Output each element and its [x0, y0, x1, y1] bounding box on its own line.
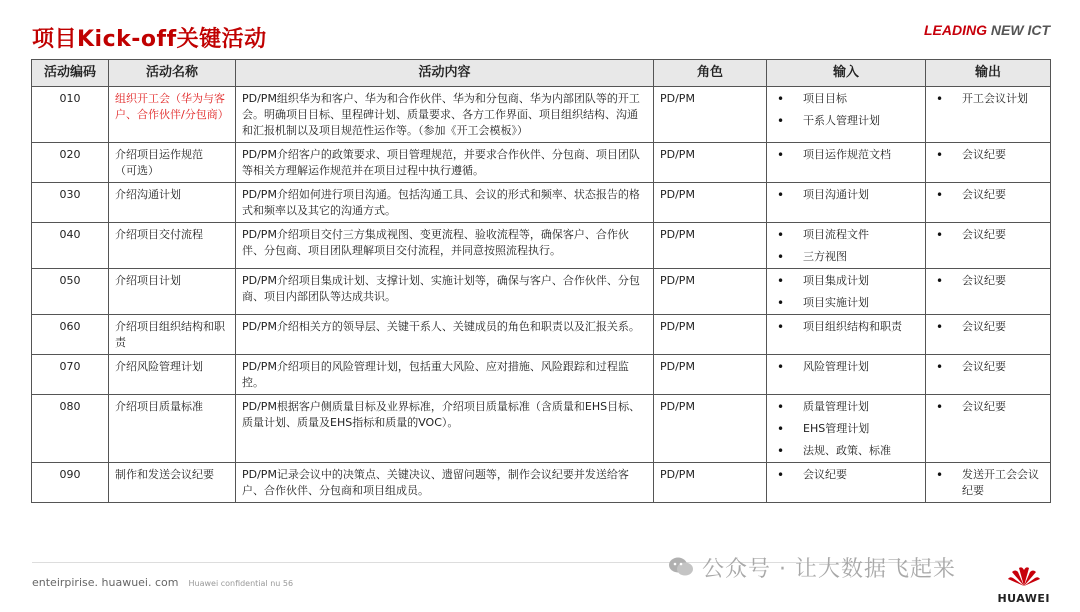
input-item: • EHS管理计划	[773, 421, 919, 437]
activity-name-cell: 介绍项目运作规范 （可选）	[109, 143, 236, 183]
activity-name-cell: 介绍沟通计划	[109, 183, 236, 223]
inputs-list	[773, 147, 919, 163]
output-item: • 会议纪要	[932, 147, 1044, 163]
column-header: 活动内容	[236, 60, 654, 87]
table-row	[32, 183, 1051, 223]
activity-name-cell: 介绍风险管理计划	[109, 355, 236, 395]
outputs-list	[932, 187, 1044, 203]
role-cell: PD/PM	[654, 269, 767, 315]
activity-name-cell: 介绍项目质量标准	[109, 395, 236, 463]
input-cell	[767, 183, 926, 223]
table-row	[32, 463, 1051, 503]
activity-code-cell: 010	[32, 87, 109, 143]
output-cell	[926, 223, 1051, 269]
role-cell: PD/PM	[654, 87, 767, 143]
role-cell: PD/PM	[654, 143, 767, 183]
outputs-list	[932, 359, 1044, 375]
activity-name-cell: 介绍项目组织结构和职责	[109, 315, 236, 355]
activity-content-cell: PD/PM介绍项目交付三方集成视图、变更流程、验收流程等，确保客户、合作伙伴、分包商、项目团队理解项目交付流程，并同意按照流程执行。	[236, 223, 654, 269]
output-item: • 会议纪要	[932, 399, 1044, 415]
activity-code-cell: 090	[32, 463, 109, 503]
activity-content-cell: PD/PM介绍客户的政策要求、项目管理规范，并要求合作伙伴、分包商、项目团队等相关方理解运作规范并在项目过程中执行遵循。	[236, 143, 654, 183]
footer-site: enteirpirise. huawuei. com	[32, 576, 179, 589]
huawei-flower-icon	[1007, 566, 1041, 588]
footer-confidential: Huawei confidential nu 56	[188, 579, 294, 588]
activity-name-cell: 组织开工会（华为与客户、合作伙伴/分包商）	[109, 87, 236, 143]
column-header: 角色	[654, 60, 767, 87]
column-header: 输出	[926, 60, 1051, 87]
input-item: • 项目组织结构和职责	[773, 319, 919, 335]
input-item: • 干系人管理计划	[773, 113, 919, 129]
output-item: • 会议纪要	[932, 319, 1044, 335]
activity-name-cell: 介绍项目交付流程	[109, 223, 236, 269]
brand-slogan-part2: NEW ICT	[987, 22, 1050, 38]
output-item: • 会议纪要	[932, 273, 1044, 289]
output-cell	[926, 269, 1051, 315]
input-item: • 三方视图	[773, 249, 919, 265]
table-row	[32, 355, 1051, 395]
input-item: • 项目集成计划	[773, 273, 919, 289]
input-item: • 项目沟通计划	[773, 187, 919, 203]
output-cell	[926, 87, 1051, 143]
outputs-list	[932, 227, 1044, 243]
input-item: • 项目流程文件	[773, 227, 919, 243]
inputs-list	[773, 187, 919, 203]
input-cell	[767, 143, 926, 183]
watermark-text: 公众号 · 让大数据飞起来	[702, 557, 956, 582]
huawei-logo	[997, 566, 1050, 605]
table-row	[32, 269, 1051, 315]
role-cell: PD/PM	[654, 183, 767, 223]
slide-title: 项目Kick-off关键活动	[32, 27, 267, 52]
input-item: • 法规、政策、标准	[773, 443, 919, 459]
activity-content-cell: PD/PM记录会议中的决策点、关键决议、遗留问题等，制作会议纪要并发送给客户、合作伙伴、分包商和项目组成员。	[236, 463, 654, 503]
outputs-list	[932, 91, 1044, 107]
output-item: • 会议纪要	[932, 187, 1044, 203]
wechat-icon	[668, 556, 694, 584]
role-cell: PD/PM	[654, 395, 767, 463]
inputs-list	[773, 273, 919, 311]
input-cell	[767, 87, 926, 143]
output-item: • 会议纪要	[932, 359, 1044, 375]
output-cell	[926, 463, 1051, 503]
output-cell	[926, 315, 1051, 355]
input-item: • 会议纪要	[773, 467, 919, 483]
column-header: 输入	[767, 60, 926, 87]
inputs-list	[773, 359, 919, 375]
output-item: • 发送开工会会议纪要	[932, 467, 1044, 499]
output-cell	[926, 183, 1051, 223]
activity-code-cell: 020	[32, 143, 109, 183]
output-item: • 会议纪要	[932, 227, 1044, 243]
input-item: • 项目目标	[773, 91, 919, 107]
brand-slogan	[924, 22, 1050, 38]
role-cell: PD/PM	[654, 355, 767, 395]
table-row	[32, 315, 1051, 355]
input-cell	[767, 463, 926, 503]
activity-content-cell: PD/PM介绍项目的风险管理计划，包括重大风险、应对措施、风险跟踪和过程监控。	[236, 355, 654, 395]
table-header-row	[32, 60, 1051, 87]
inputs-list	[773, 319, 919, 335]
inputs-list	[773, 467, 919, 483]
activity-code-cell: 030	[32, 183, 109, 223]
input-item: • 质量管理计划	[773, 399, 919, 415]
input-item: • 项目实施计划	[773, 295, 919, 311]
input-cell	[767, 315, 926, 355]
input-cell	[767, 355, 926, 395]
activity-name-cell: 介绍项目计划	[109, 269, 236, 315]
output-cell	[926, 143, 1051, 183]
role-cell: PD/PM	[654, 223, 767, 269]
activity-content-cell: PD/PM介绍如何进行项目沟通。包括沟通工具、会议的形式和频率、状态报告的格式和频率以及其它的沟通方式。	[236, 183, 654, 223]
role-cell: PD/PM	[654, 315, 767, 355]
activity-code-cell: 040	[32, 223, 109, 269]
brand-slogan-part1: LEADING	[924, 22, 987, 38]
input-item: • 风险管理计划	[773, 359, 919, 375]
wechat-watermark	[668, 552, 956, 584]
column-header: 活动编码	[32, 60, 109, 87]
table-row	[32, 395, 1051, 463]
output-item: • 开工会议计划	[932, 91, 1044, 107]
outputs-list	[932, 467, 1044, 499]
activity-code-cell: 080	[32, 395, 109, 463]
inputs-list	[773, 91, 919, 129]
table-row	[32, 143, 1051, 183]
footer	[32, 576, 293, 589]
activity-code-cell: 070	[32, 355, 109, 395]
activity-content-cell: PD/PM介绍相关方的领导层、关键干系人、关键成员的角色和职责以及汇报关系。	[236, 315, 654, 355]
outputs-list	[932, 273, 1044, 289]
input-cell	[767, 223, 926, 269]
column-header: 活动名称	[109, 60, 236, 87]
input-cell	[767, 395, 926, 463]
activity-name-cell: 制作和发送会议纪要	[109, 463, 236, 503]
input-item: • 项目运作规范文档	[773, 147, 919, 163]
table-row	[32, 223, 1051, 269]
role-cell: PD/PM	[654, 463, 767, 503]
kickoff-activities-table	[31, 59, 1051, 503]
output-cell	[926, 355, 1051, 395]
table-row	[32, 87, 1051, 143]
table-body	[32, 87, 1051, 503]
inputs-list	[773, 227, 919, 265]
activity-content-cell: PD/PM介绍项目集成计划、支撑计划、实施计划等，确保与客户、合作伙伴、分包商、项目内部团队等达成共识。	[236, 269, 654, 315]
inputs-list	[773, 399, 919, 459]
outputs-list	[932, 319, 1044, 335]
outputs-list	[932, 147, 1044, 163]
output-cell	[926, 395, 1051, 463]
input-cell	[767, 269, 926, 315]
outputs-list	[932, 399, 1044, 415]
activity-code-cell: 060	[32, 315, 109, 355]
activity-content-cell: PD/PM根据客户侧质量目标及业界标准，介绍项目质量标准（含质量和EHS目标、质量计划、质量及EHS指标和质量的VOC）。	[236, 395, 654, 463]
huawei-logo-text: HUAWEI	[997, 592, 1050, 605]
activity-code-cell: 050	[32, 269, 109, 315]
activity-content-cell: PD/PM组织华为和客户、华为和合作伙伴、华为和分包商、华为内部团队等的开工会。明确项目目标、里程碑计划、质量要求、各方工作界面、项目组织结构、沟通和汇报机制以及项目规范性运作等。（参加《开工会模板》）	[236, 87, 654, 143]
